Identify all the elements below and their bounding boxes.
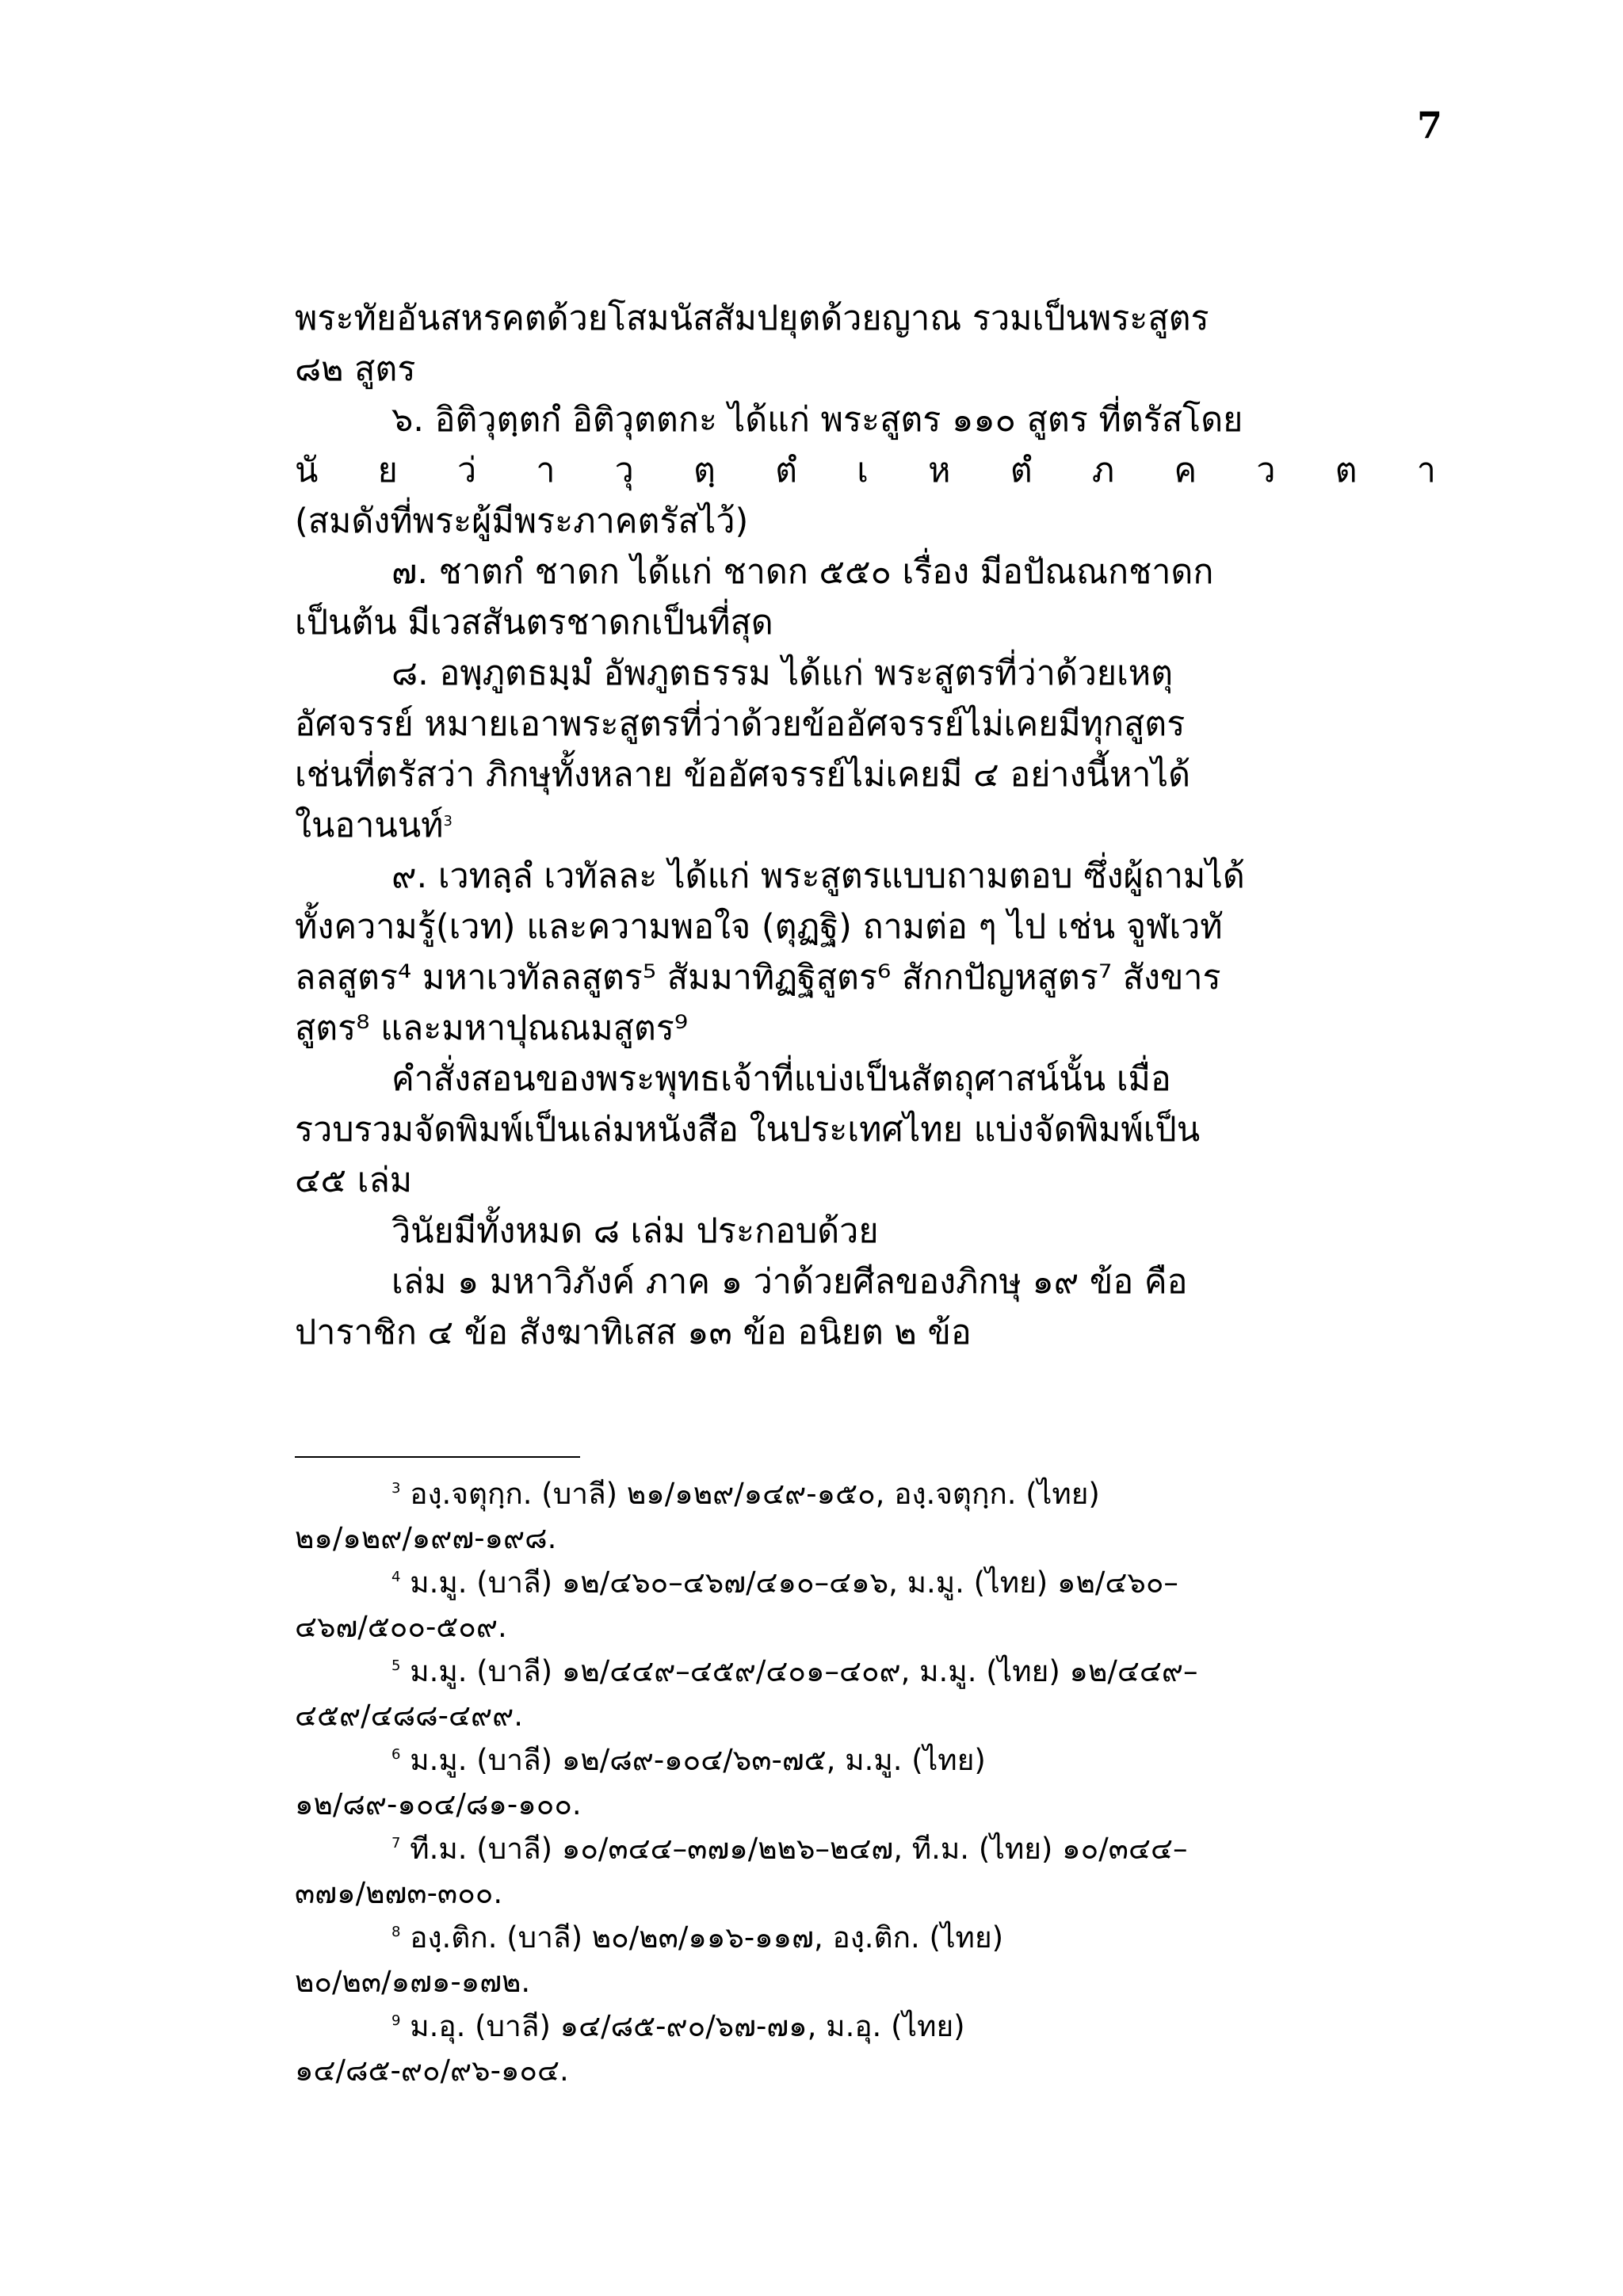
body-line-text: ๔๕ เล่ม (295, 1161, 413, 1200)
body-line (295, 1104, 1436, 1155)
body-line (295, 1257, 1436, 1307)
footnote-mark: 4 (391, 1569, 401, 1585)
spaced-syllable: ว (1256, 451, 1276, 490)
body-line-text: เช่นที่ตรัสว่า ภิกษุทั้งหลาย ข้ออัศจรรย์ไม่เคยมี ๔ อย่างนี้หาได้ (295, 755, 1190, 795)
body-line (295, 1003, 1436, 1054)
body-line-text: เล่ม ๑ มหาวิภังค์ ภาค ๑ ว่าด้วยศีลของภิกษุ ๑๙ ข้อ คือ (391, 1262, 1188, 1302)
body-line (295, 293, 1436, 344)
footnote-mark: 3 (391, 1480, 401, 1497)
body-line-text: เป็นต้น มีเวสสันตรชาดกเป็นที่สุด (295, 603, 773, 643)
footnote-text: ที.ม. (บาลี) ๑๐/๓๔๔–๓๗๑/๒๒๖–๒๔๗, ที.ม. (ไทย) ๑๐/๓๔๔– (410, 1832, 1188, 1866)
footnote-text: องฺ.ติก. (บาลี) ๒๐/๒๓/๑๑๖-๑๑๗, องฺ.ติก. (ไทย) (410, 1920, 1004, 1955)
spaced-syllable: ตํ (1010, 451, 1033, 490)
footnote-divider (295, 1456, 580, 1458)
body-line (295, 344, 1436, 395)
body-line-text: ในอานนท์ (295, 806, 444, 845)
body-line-text: ๖. อิติวุตฺตกํ อิติวุตตกะ ได้แก่ พระสูตร ๑๑๐ สูตร ที่ตรัสโดย (391, 400, 1243, 440)
spaced-syllable: เ (857, 451, 869, 490)
page-number: 7 (1416, 104, 1442, 147)
footnote-text: ม.มู. (บาลี) ๑๒/๔๔๙–๔๕๙/๔๐๑–๔๐๙, ม.มู. (ไทย) ๑๒/๔๔๙– (410, 1654, 1198, 1688)
footnote-continuation: ๔๖๗/๕๐๐-๕๐๙. (295, 1610, 507, 1644)
footnote-mark: 8 (391, 1924, 401, 1940)
spaced-syllable: า (1416, 451, 1436, 490)
spaced-syllable: ว่ (456, 451, 477, 490)
body-line (295, 902, 1436, 952)
footnote-line (295, 1561, 1436, 1605)
footnote-line (295, 2004, 1436, 2049)
body-line (295, 800, 1436, 851)
body-line-text: ทั้งความรู้(เวท) และความพอใจ (ตุฏฐิ) ถามต่อ ๆ ไป เช่น จูฬเวทั (295, 907, 1223, 947)
body-line-text: สูตร⁸ และมหาปุณณมสูตร⁹ (295, 1009, 689, 1048)
body-line-text: คำสั่งสอนของพระพุทธเจ้าที่แบ่งเป็นสัตถุศาสน์นั้น เมื่อ (391, 1059, 1171, 1099)
footnote-line (295, 1827, 1436, 1871)
body-line (295, 445, 1436, 496)
body-line-text: วินัยมีทั้งหมด ๘ เล่ม ประกอบด้วย (391, 1211, 879, 1251)
footnote-line (295, 1650, 1436, 1694)
footnote-reference: 3 (443, 813, 453, 830)
body-line (295, 1155, 1436, 1206)
body-line (295, 1307, 1436, 1358)
body-line (295, 1206, 1436, 1257)
footnote-line (295, 1916, 1436, 1960)
spaced-syllable: ค (1174, 451, 1197, 490)
body-line-text: ปาราชิก ๔ ข้อ สังฆาทิเสส ๑๓ ข้อ อนิยต ๒ ข้อ (295, 1313, 972, 1352)
body-line-text: ๗. ชาตกํ ชาดก ได้แก่ ชาดก ๕๕๐ เรื่อง มีอปัณณกชาดก (391, 552, 1214, 592)
footnote-continuation: ๓๗๑/๒๗๓-๓๐๐. (295, 1876, 503, 1910)
footnote-text: ม.อุ. (บาลี) ๑๔/๘๕-๙๐/๖๗-๗๑, ม.อุ. (ไทย) (410, 2009, 965, 2043)
body-line (295, 496, 1436, 547)
footnote-continuation: ๑๒/๘๙-๑๐๔/๘๑-๑๐๐. (295, 1787, 582, 1821)
body-line (295, 547, 1436, 597)
footnote-text: ม.มู. (บาลี) ๑๒/๔๖๐–๔๖๗/๔๑๐–๔๑๖, ม.มู. (ไทย) ๑๒/๔๖๐– (410, 1566, 1178, 1600)
footnote-mark: 7 (391, 1835, 401, 1852)
body-line (295, 597, 1436, 648)
footnote-mark: 9 (391, 2012, 401, 2029)
spaced-syllable: วุ (614, 451, 634, 490)
body-line-text: ๙. เวทลฺลํ เวทัลละ ได้แก่ พระสูตรแบบถามตอบ ซึ่งผู้ถามได้ (391, 856, 1245, 896)
spaced-syllable: นั (295, 451, 319, 490)
spaced-syllable: ห (928, 451, 951, 490)
body-line (295, 851, 1436, 902)
footnote-continuation: ๒๑/๑๒๙/๑๙๗-๑๙๘. (295, 1521, 557, 1555)
body-line-text: ลลสูตร⁴ มหาเวทัลลสูตร⁵ สัมมาทิฏฐิสูตร⁶ สักกปัญหสูตร⁷ สังขาร (295, 958, 1221, 997)
footnote-line (295, 1738, 1436, 1783)
footnote-text: ม.มู. (บาลี) ๑๒/๘๙-๑๐๔/๖๓-๗๕, ม.มู. (ไทย) (410, 1743, 986, 1777)
spaced-syllable: ตฺ (693, 451, 716, 490)
body-line (295, 1054, 1436, 1104)
body-line (295, 699, 1436, 749)
body-line (295, 648, 1436, 699)
footnote-mark: 5 (391, 1657, 401, 1674)
footnote-line (295, 1472, 1436, 1516)
footnote-text: องฺ.จตุกฺก. (บาลี) ๒๑/๑๒๙/๑๔๙-๑๕๐, องฺ.จตุกฺก. (ไทย) (410, 1477, 1100, 1511)
body-line-text: อัศจรรย์ หมายเอาพระสูตรที่ว่าด้วยข้ออัศจรรย์ไม่เคยมีทุกสูตร (295, 704, 1186, 744)
footnote-continuation: ๔๕๙/๔๘๘-๔๙๙. (295, 1699, 523, 1733)
spaced-syllable: ภ (1091, 451, 1115, 490)
spaced-syllable: ตํ (775, 451, 798, 490)
footnote-continuation: ๒๐/๒๓/๑๗๑-๑๗๒. (295, 1965, 531, 1999)
body-line-text: พระทัยอันสหรคตด้วยโสมนัสสัมปยุตด้วยญาณ รวมเป็นพระสูตร (295, 299, 1209, 338)
footnotes (295, 1472, 1436, 2093)
body-line-text: ๘. อพฺภูตธมฺมํ อัพภูตธรรม ได้แก่ พระสูตรที่ว่าด้วยเหตุ (391, 654, 1174, 693)
body-text (295, 293, 1436, 1358)
spaced-syllable: ย (377, 451, 398, 490)
body-line (295, 749, 1436, 800)
body-line (295, 952, 1436, 1003)
body-line-text: ๘๒ สูตร (295, 349, 416, 389)
body-line-text: (สมดังที่พระผู้มีพระภาคตรัสไว้) (295, 502, 749, 541)
spaced-syllable: า (536, 451, 556, 490)
footnote-continuation: ๑๔/๘๕-๙๐/๙๖-๑๐๔. (295, 2054, 569, 2088)
body-line (295, 395, 1436, 445)
spaced-syllable: ต (1335, 451, 1358, 490)
footnote-mark: 6 (391, 1746, 401, 1763)
body-line-text: รวบรวมจัดพิมพ์เป็นเล่มหนังสือ ในประเทศไทย แบ่งจัดพิมพ์เป็น (295, 1110, 1201, 1150)
